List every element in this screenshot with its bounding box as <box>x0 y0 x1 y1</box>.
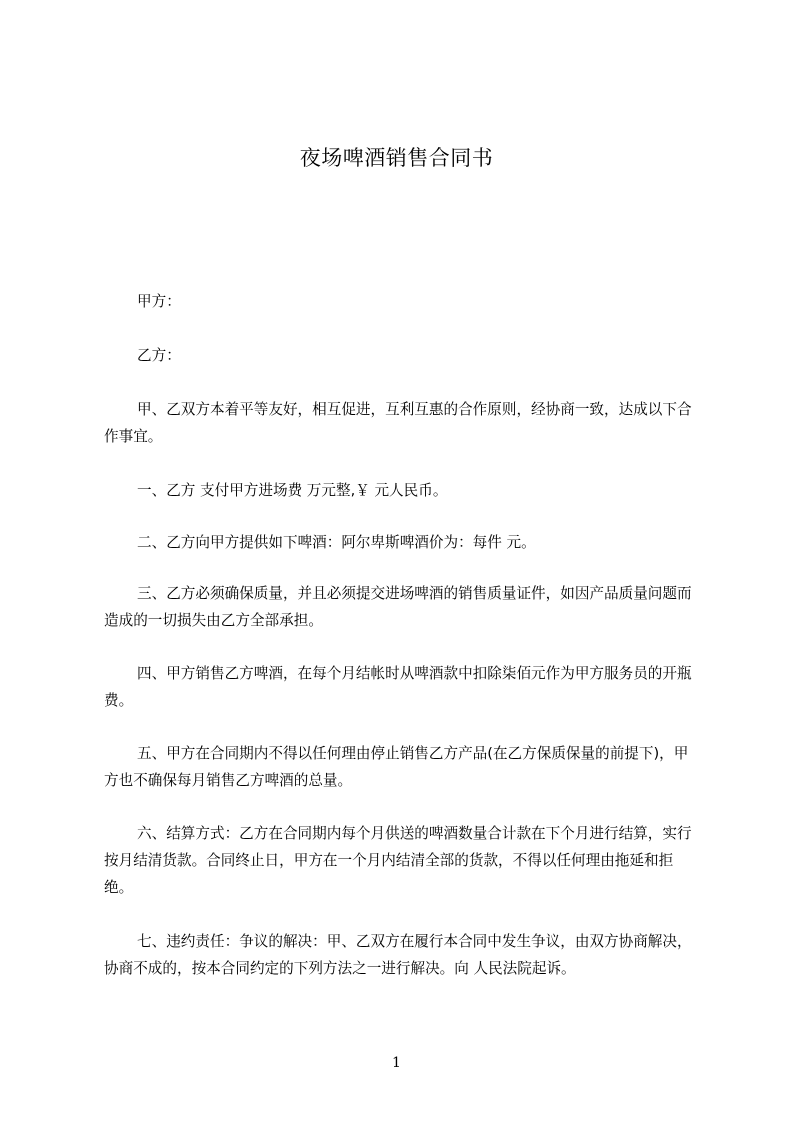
party-a-label: 甲方： <box>137 293 181 310</box>
clause-6: 六、结算方式：乙方在合同期内每个月供送的啤酒数量合计款在下个月进行结算，实行按月结清货款。合同终止日，甲方在一个月内结清全部的货款，不得以任何理由拖延和拒绝。 <box>104 825 692 896</box>
clause-7: 七、违约责任：争议的解决：甲、乙双方在履行本合同中发生争议，由双方协商解决，协商不成的，按本合同约定的下列方法之一进行解决。向 人民法院起诉。 <box>104 933 692 977</box>
page-title: 夜场啤酒销售合同书 <box>299 146 494 170</box>
page-number: 1 <box>392 1055 401 1071</box>
clause-1: 一、乙方 支付甲方进场费 万元整,￥ 元人民币。 <box>137 482 448 499</box>
clause-5: 五、甲方在合同期内不得以任何理由停止销售乙方产品(在乙方保质保量的前提下)，甲方也不确保每月销售乙方啤酒的总量。 <box>104 745 689 789</box>
clause-3: 三、乙方必须确保质量，并且必须提交进场啤酒的销售质量证件，如因产品质量问题而造成的一切损失由乙方全部承担。 <box>104 585 692 629</box>
intro-paragraph: 甲、乙双方本着平等友好，相互促进，互利互惠的合作原则，经协商一致，达成以下合作事宜。 <box>104 401 692 445</box>
clause-4: 四、甲方销售乙方啤酒，在每个月结帐时从啤酒款中扣除柒佰元作为甲方服务员的开瓶费。 <box>104 665 692 709</box>
clause-2: 二、乙方向甲方提供如下啤酒：阿尔卑斯啤酒价为：每件 元。 <box>137 534 536 551</box>
party-b-label: 乙方： <box>137 347 181 364</box>
